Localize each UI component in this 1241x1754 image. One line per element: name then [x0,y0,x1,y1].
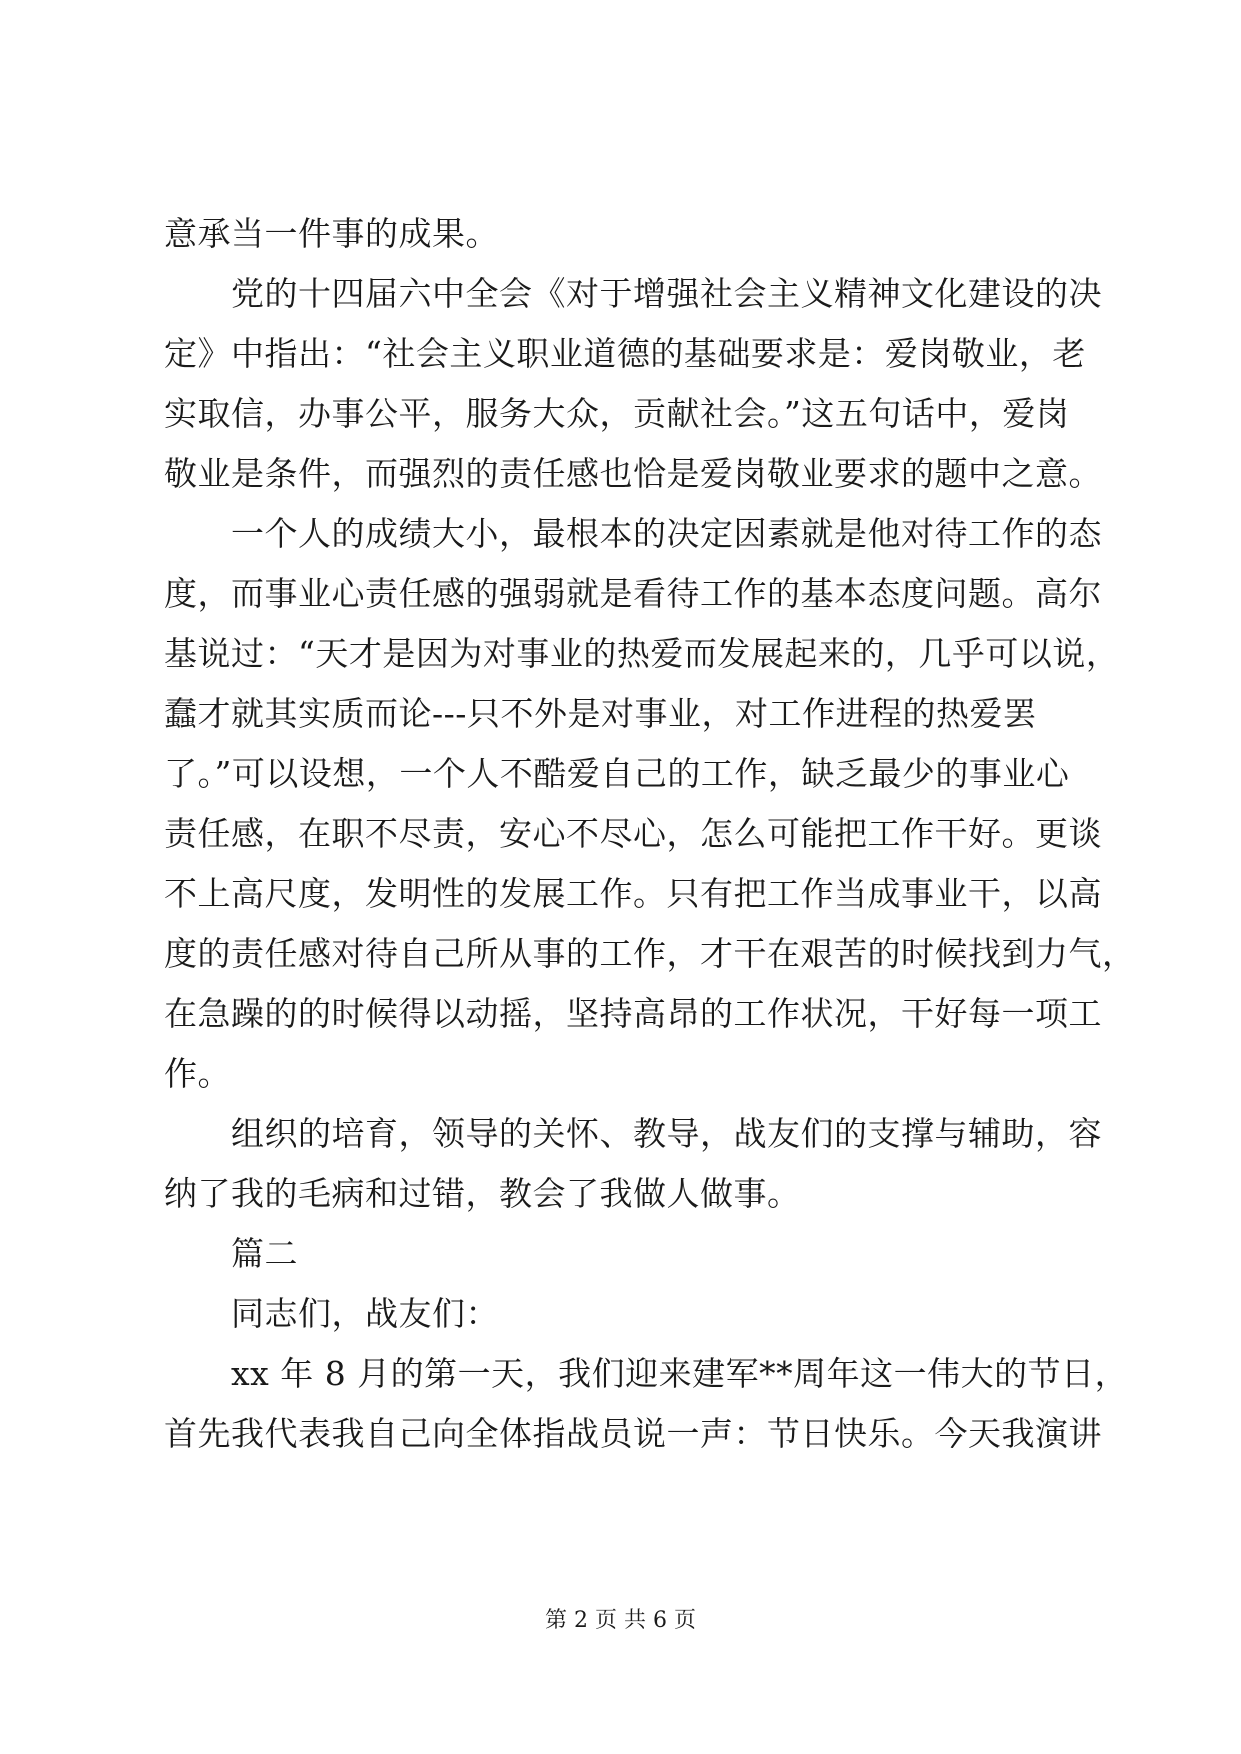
text-line: 定》中指出：“社会主义职业道德的基础要求是：爱岗敬业，老 [164,334,1086,373]
text-line: 在急躁的的时候得以动摇，坚持高昂的工作状况，干好每一项工 [164,994,1102,1033]
page-number-footer: 第 2 页 共 6 页 [545,1608,696,1633]
text-line: 实取信，办事公平，服务大众，贡献社会。”这五句话中，爱岗 [164,394,1070,433]
text-line: 组织的培育，领导的关怀、教导，战友们的支撑与辅助，容 [231,1114,1102,1153]
text-line: 度的责任感对待自己所从事的工作，才干在艰苦的时候找到力气， [164,934,1136,973]
text-line: 基说过：“天才是因为对事业的热爱而发展起来的，几乎可以说， [164,634,1120,673]
text-line: 敬业是条件，而强烈的责任感也恰是爱岗敬业要求的题中之意。 [164,454,1102,493]
section-heading: 篇二 [231,1234,298,1273]
salutation: 同志们，战友们： [231,1294,499,1333]
text-line: 首先我代表我自己向全体指战员说一声：节日快乐。今天我演讲 [164,1414,1102,1453]
text-line: xx 年 8 月的第一天，我们迎来建军**周年这一伟大的节日， [231,1354,1129,1393]
text-line: 蠢才就其实质而论---只不外是对事业，对工作进程的热爱罢 [164,694,1037,733]
text-line: 不上高尺度，发明性的发展工作。只有把工作当成事业干，以高 [164,874,1102,913]
document-body [164,204,1136,1464]
text-line: 作。 [164,1054,231,1093]
text-line: 党的十四届六中全会《对于增强社会主义精神文化建设的决 [231,274,1102,313]
text-line: 度，而事业心责任感的强弱就是看待工作的基本态度问题。高尔 [164,574,1102,613]
text-line: 意承当一件事的成果。 [164,214,499,253]
text-line: 纳了我的毛病和过错，教会了我做人做事。 [164,1174,801,1213]
text-line: 责任感，在职不尽责，安心不尽心，怎么可能把工作干好。更谈 [164,814,1102,853]
text-line: 一个人的成绩大小，最根本的决定因素就是他对待工作的态 [231,514,1102,553]
text-line: 了。”可以设想，一个人不酷爱自己的工作，缺乏最少的事业心 [164,754,1070,793]
